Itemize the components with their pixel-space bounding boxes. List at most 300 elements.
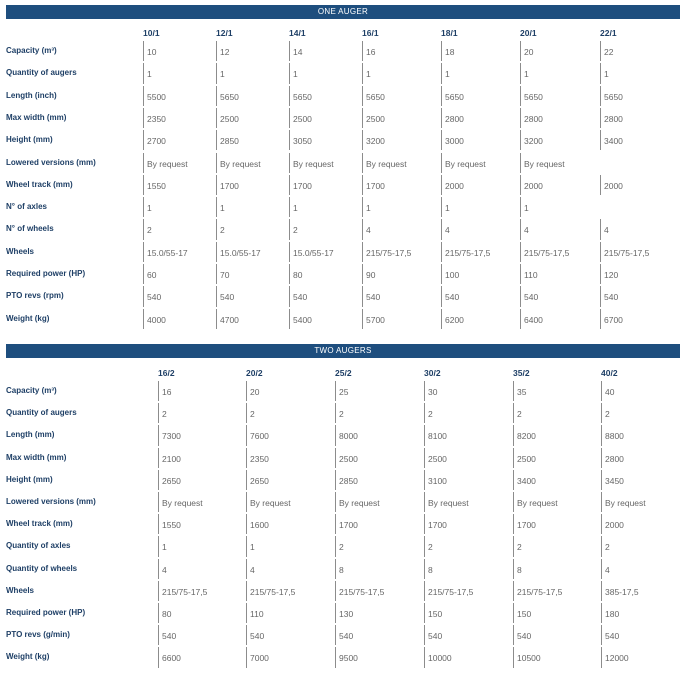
cell-value: 4 — [162, 564, 167, 575]
cell-value: 3200 — [524, 136, 543, 147]
column-divider — [158, 425, 159, 445]
row-label: Max width (mm) — [6, 112, 67, 122]
column-divider — [513, 536, 514, 556]
cell-value: By request — [162, 498, 203, 508]
cell-value: 10 — [147, 47, 157, 57]
column-divider — [289, 264, 290, 284]
model-header: 22/1 — [600, 28, 617, 38]
column-divider — [600, 219, 601, 239]
row-label: Quantity of augers — [6, 408, 77, 418]
cell-value: 100 — [445, 270, 460, 280]
cell-value: 2700 — [147, 136, 166, 147]
column-divider — [158, 448, 159, 468]
row-label: Wheels — [6, 585, 35, 595]
cell-value: 1 — [220, 69, 225, 80]
cell-value: 2800 — [604, 113, 623, 124]
cell-value: 540 — [250, 631, 265, 642]
cell-value: 4 — [445, 225, 450, 236]
cell-value: 2 — [339, 409, 344, 420]
column-divider — [335, 625, 336, 645]
column-divider — [158, 625, 159, 645]
cell-value: 540 — [445, 292, 460, 303]
column-divider — [216, 219, 217, 239]
cell-value: 4 — [524, 225, 529, 236]
cell-value: By request — [366, 158, 407, 169]
column-divider — [335, 492, 336, 512]
column-divider — [216, 86, 217, 106]
column-divider — [424, 581, 425, 601]
cell-value: 2 — [605, 409, 610, 420]
model-header: 16/1 — [362, 28, 379, 38]
cell-value: 16 — [366, 47, 376, 57]
column-divider — [246, 492, 247, 512]
column-divider — [216, 108, 217, 128]
column-divider — [520, 130, 521, 150]
cell-value: 12 — [220, 47, 230, 57]
column-divider — [362, 41, 363, 61]
cell-value: 5700 — [366, 314, 385, 325]
column-divider — [600, 242, 601, 262]
cell-value: 8100 — [428, 431, 447, 442]
column-divider — [601, 470, 602, 490]
column-divider — [158, 647, 159, 667]
cell-value: 1 — [220, 203, 225, 214]
column-divider — [600, 130, 601, 150]
column-divider — [441, 63, 442, 83]
column-divider — [158, 403, 159, 423]
cell-value: 6200 — [445, 314, 464, 325]
column-divider — [158, 603, 159, 623]
cell-value: 7600 — [250, 431, 269, 442]
cell-value: 2850 — [339, 475, 358, 486]
cell-value: By request — [428, 498, 469, 508]
cell-value: 215/75-17,5 — [428, 586, 474, 597]
cell-value: 12000 — [605, 653, 629, 664]
cell-value: 5650 — [220, 91, 239, 102]
column-divider — [246, 536, 247, 556]
row-label: Required power (HP) — [6, 269, 86, 278]
cell-value: 540 — [604, 292, 619, 303]
cell-value: 2500 — [339, 453, 358, 464]
column-divider — [246, 470, 247, 490]
model-header: 25/2 — [335, 368, 352, 378]
cell-value: 540 — [517, 631, 532, 642]
cell-value: 3400 — [517, 475, 536, 486]
column-divider — [289, 242, 290, 262]
column-divider — [216, 153, 217, 173]
column-divider — [143, 286, 144, 306]
column-divider — [513, 647, 514, 667]
cell-value: 2500 — [428, 453, 447, 464]
cell-value: 20 — [250, 387, 260, 397]
row-label: Wheel track (mm) — [6, 519, 73, 529]
one-auger-banner: ONE AUGER — [6, 5, 680, 19]
model-header: 40/2 — [601, 368, 618, 378]
cell-value: 1 — [524, 203, 529, 214]
cell-value: 1 — [445, 69, 450, 80]
column-divider — [362, 286, 363, 306]
column-divider — [216, 63, 217, 83]
cell-value: 1 — [524, 69, 529, 80]
cell-value: 2000 — [524, 180, 543, 191]
row-label: PTO revs (rpm) — [6, 291, 64, 301]
column-divider — [601, 603, 602, 623]
column-divider — [246, 403, 247, 423]
column-divider — [520, 309, 521, 329]
column-divider — [601, 514, 602, 534]
column-divider — [335, 603, 336, 623]
column-divider — [424, 425, 425, 445]
cell-value: 2100 — [162, 453, 181, 464]
column-divider — [601, 559, 602, 579]
row-label: Quantity of wheels — [6, 563, 78, 573]
column-divider — [424, 514, 425, 534]
column-divider — [216, 264, 217, 284]
cell-value: 1550 — [162, 520, 181, 531]
column-divider — [216, 130, 217, 150]
column-divider — [289, 108, 290, 128]
cell-value: 1700 — [517, 520, 536, 531]
column-divider — [441, 264, 442, 284]
cell-value: 2500 — [220, 113, 239, 124]
column-divider — [601, 448, 602, 468]
cell-value: 2650 — [162, 475, 181, 486]
cell-value: 4000 — [147, 314, 166, 325]
cell-value: 2500 — [293, 113, 312, 124]
cell-value: 1 — [366, 69, 371, 80]
column-divider — [289, 153, 290, 173]
cell-value: 5650 — [604, 91, 623, 102]
cell-value: 2800 — [524, 113, 543, 124]
cell-value: 1 — [604, 69, 609, 80]
cell-value: 8800 — [605, 431, 624, 442]
cell-value: 215/75-17,5 — [524, 247, 570, 258]
cell-value: 215/75-17,5 — [517, 586, 563, 597]
cell-value: 215/75-17,5 — [339, 586, 385, 597]
cell-value: 2 — [162, 409, 167, 420]
column-divider — [158, 581, 159, 601]
cell-value: 4 — [250, 564, 255, 575]
column-divider — [143, 63, 144, 83]
model-header: 18/1 — [441, 28, 458, 38]
cell-value: 1 — [162, 542, 167, 553]
cell-value: 25 — [339, 387, 349, 397]
row-label: Capacity (m³) — [6, 386, 57, 395]
cell-value: 9500 — [339, 653, 358, 664]
cell-value: 4700 — [220, 314, 239, 325]
column-divider — [513, 603, 514, 623]
cell-value: By request — [524, 158, 565, 169]
column-divider — [362, 197, 363, 217]
cell-value: 150 — [517, 609, 532, 619]
row-label: Capacity (m³) — [6, 46, 57, 55]
cell-value: 2000 — [445, 180, 464, 191]
column-divider — [335, 425, 336, 445]
cell-value: 215/75-17,5 — [250, 586, 296, 597]
cell-value: 1600 — [250, 520, 269, 531]
cell-value: 7300 — [162, 431, 181, 442]
column-divider — [246, 647, 247, 667]
model-header: 12/1 — [216, 28, 233, 38]
cell-value: 1700 — [366, 180, 385, 191]
cell-value: 15.0/55-17 — [147, 247, 188, 258]
cell-value: 3050 — [293, 136, 312, 147]
column-divider — [441, 86, 442, 106]
column-divider — [441, 309, 442, 329]
row-label: Length (mm) — [6, 430, 55, 440]
column-divider — [513, 448, 514, 468]
cell-value: 5650 — [293, 91, 312, 102]
cell-value: 130 — [339, 609, 354, 619]
column-divider — [246, 559, 247, 579]
column-divider — [143, 219, 144, 239]
column-divider — [289, 219, 290, 239]
row-label: Quantity of axles — [6, 541, 71, 551]
column-divider — [601, 403, 602, 423]
column-divider — [441, 41, 442, 61]
row-label: Lowered versions (mm) — [6, 157, 96, 167]
row-label: Required power (HP) — [6, 608, 86, 617]
cell-value: 10500 — [517, 653, 541, 664]
cell-value: 3400 — [604, 136, 623, 147]
column-divider — [441, 197, 442, 217]
column-divider — [601, 625, 602, 645]
cell-value: 1700 — [293, 180, 312, 191]
cell-value: 2 — [428, 409, 433, 420]
cell-value: 1 — [147, 69, 152, 80]
cell-value: 3200 — [366, 136, 385, 147]
column-divider — [362, 153, 363, 173]
row-label: Weight (kg) — [6, 313, 50, 323]
column-divider — [216, 242, 217, 262]
row-label: Lowered versions (mm) — [6, 497, 96, 506]
row-label: N° of wheels — [6, 224, 54, 234]
column-divider — [600, 264, 601, 284]
cell-value: 540 — [605, 631, 620, 642]
cell-value: 2000 — [605, 520, 624, 531]
cell-value: 16 — [162, 387, 172, 397]
column-divider — [143, 264, 144, 284]
cell-value: 70 — [220, 270, 230, 280]
cell-value: 80 — [162, 609, 172, 619]
column-divider — [441, 175, 442, 195]
column-divider — [601, 647, 602, 667]
cell-value: 1 — [250, 542, 255, 553]
cell-value: By request — [220, 158, 261, 169]
cell-value: By request — [605, 498, 646, 508]
cell-value: 120 — [604, 270, 619, 280]
cell-value: 540 — [220, 292, 235, 303]
column-divider — [520, 63, 521, 83]
cell-value: 22 — [604, 47, 614, 57]
cell-value: 180 — [605, 609, 620, 619]
cell-value: 8 — [428, 564, 433, 575]
column-divider — [289, 63, 290, 83]
cell-value: 15.0/55-17 — [293, 247, 334, 258]
row-label: Length (inch) — [6, 90, 57, 100]
cell-value: 1550 — [147, 180, 166, 191]
column-divider — [289, 197, 290, 217]
column-divider — [513, 514, 514, 534]
column-divider — [520, 175, 521, 195]
cell-value: 4 — [604, 225, 609, 236]
cell-value: 5650 — [366, 91, 385, 102]
cell-value: 2 — [220, 225, 225, 236]
column-divider — [246, 603, 247, 623]
column-divider — [143, 108, 144, 128]
row-label: Wheel track (mm) — [6, 179, 73, 189]
row-label: Wheels — [6, 246, 35, 256]
cell-value: 2 — [517, 409, 522, 420]
column-divider — [600, 309, 601, 329]
column-divider — [335, 559, 336, 579]
column-divider — [600, 86, 601, 106]
cell-value: 6600 — [162, 653, 181, 664]
cell-value: 20 — [524, 47, 534, 57]
cell-value: 1700 — [339, 520, 358, 531]
column-divider — [513, 625, 514, 645]
column-divider — [143, 153, 144, 173]
column-divider — [289, 309, 290, 329]
column-divider — [335, 581, 336, 601]
column-divider — [143, 242, 144, 262]
column-divider — [513, 492, 514, 512]
column-divider — [143, 197, 144, 217]
cell-value: 540 — [428, 631, 443, 642]
column-divider — [362, 264, 363, 284]
column-divider — [246, 381, 247, 401]
column-divider — [520, 108, 521, 128]
column-divider — [520, 197, 521, 217]
column-divider — [158, 470, 159, 490]
cell-value: 6400 — [524, 314, 543, 325]
cell-value: 385-17,5 — [605, 586, 639, 597]
two-augers-banner: TWO AUGERS — [6, 344, 680, 358]
cell-value: 5650 — [445, 91, 464, 102]
cell-value: 40 — [605, 387, 615, 397]
column-divider — [424, 559, 425, 579]
cell-value: 3000 — [445, 136, 464, 147]
column-divider — [216, 286, 217, 306]
column-divider — [520, 264, 521, 284]
column-divider — [441, 108, 442, 128]
cell-value: 7000 — [250, 653, 269, 664]
column-divider — [424, 492, 425, 512]
column-divider — [520, 286, 521, 306]
column-divider — [601, 536, 602, 556]
column-divider — [520, 242, 521, 262]
cell-value: 60 — [147, 270, 157, 280]
row-label: Quantity of augers — [6, 68, 77, 78]
column-divider — [158, 514, 159, 534]
row-label: Height (mm) — [6, 135, 53, 145]
cell-value: By request — [147, 158, 188, 169]
cell-value: 110 — [250, 609, 264, 619]
column-divider — [520, 41, 521, 61]
cell-value: 3450 — [605, 475, 624, 486]
cell-value: 6700 — [604, 314, 623, 325]
cell-value: 2800 — [445, 113, 464, 124]
cell-value: 2650 — [250, 475, 269, 486]
column-divider — [289, 286, 290, 306]
cell-value: 2 — [517, 542, 522, 553]
cell-value: 5650 — [524, 91, 543, 102]
row-label: N° of axles — [6, 202, 47, 212]
column-divider — [362, 86, 363, 106]
column-divider — [362, 108, 363, 128]
cell-value: 1700 — [220, 180, 239, 191]
column-divider — [335, 448, 336, 468]
cell-value: 2000 — [604, 180, 623, 191]
column-divider — [216, 175, 217, 195]
column-divider — [216, 41, 217, 61]
column-divider — [246, 425, 247, 445]
cell-value: 4 — [605, 564, 610, 575]
column-divider — [441, 153, 442, 173]
column-divider — [601, 492, 602, 512]
cell-value: By request — [339, 498, 380, 508]
column-divider — [216, 309, 217, 329]
cell-value: 2800 — [605, 453, 624, 464]
cell-value: 1 — [293, 203, 298, 214]
model-header: 14/1 — [289, 28, 306, 38]
column-divider — [216, 197, 217, 217]
column-divider — [424, 470, 425, 490]
model-header: 10/1 — [143, 28, 160, 38]
cell-value: 8200 — [517, 431, 536, 442]
column-divider — [143, 41, 144, 61]
cell-value: 18 — [445, 47, 455, 57]
model-header: 30/2 — [424, 368, 441, 378]
column-divider — [289, 175, 290, 195]
cell-value: 1 — [147, 203, 152, 214]
column-divider — [441, 242, 442, 262]
column-divider — [143, 86, 144, 106]
cell-value: 2500 — [366, 113, 385, 124]
column-divider — [335, 647, 336, 667]
column-divider — [335, 514, 336, 534]
column-divider — [335, 403, 336, 423]
cell-value: 2500 — [517, 453, 536, 464]
column-divider — [424, 381, 425, 401]
column-divider — [600, 63, 601, 83]
cell-value: 30 — [428, 387, 438, 397]
column-divider — [424, 536, 425, 556]
column-divider — [520, 219, 521, 239]
cell-value: 5500 — [147, 91, 166, 102]
column-divider — [513, 381, 514, 401]
cell-value: 3100 — [428, 475, 447, 486]
column-divider — [513, 403, 514, 423]
cell-value: 2850 — [220, 136, 239, 147]
cell-value: 10000 — [428, 653, 452, 664]
cell-value: 1 — [293, 69, 298, 80]
cell-value: By request — [517, 498, 558, 508]
column-divider — [246, 581, 247, 601]
cell-value: 90 — [366, 270, 376, 280]
model-header: 35/2 — [513, 368, 530, 378]
column-divider — [143, 175, 144, 195]
cell-value: 540 — [366, 292, 381, 303]
cell-value: 1 — [445, 203, 450, 214]
column-divider — [246, 448, 247, 468]
column-divider — [424, 603, 425, 623]
column-divider — [424, 647, 425, 667]
column-divider — [335, 536, 336, 556]
column-divider — [441, 219, 442, 239]
column-divider — [246, 625, 247, 645]
cell-value: 2 — [250, 409, 255, 420]
